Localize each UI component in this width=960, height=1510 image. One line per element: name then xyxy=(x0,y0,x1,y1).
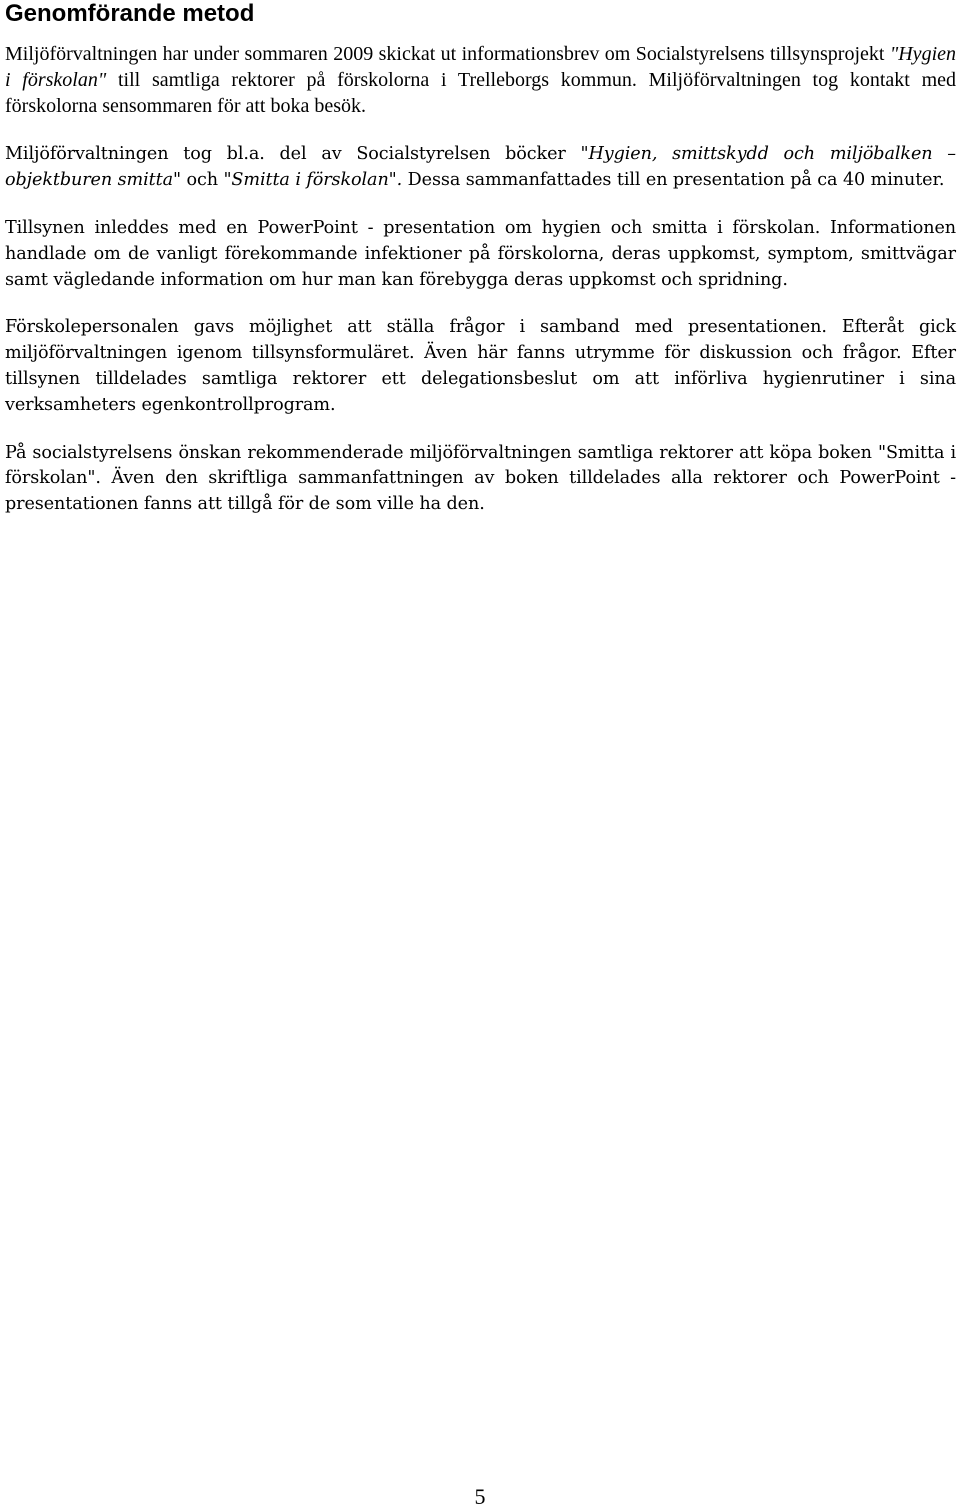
page-number: 5 xyxy=(474,1484,486,1509)
paragraph-intro-text-c: till samtliga rektorer på förskolorna i Trelleborgs kommun. Miljöförvaltningen tog kontakt med förskolorna sensommaren för att boka besök. xyxy=(5,68,956,117)
section-heading: Genomförande metod xyxy=(5,0,255,27)
paragraph-intro xyxy=(5,42,956,119)
paragraph-sources-text-c: och xyxy=(180,170,224,191)
paragraph-questions: Förskolepersonalen gavs möjlighet att ställa frågor i samband med presentationen. Efteråt gick miljöförvaltningen igenom tillsynsformuläret. Även här fanns utrymme för diskussion och frågor. Efter tillsynen tilldelades samtliga rektorer ett delegationsbeslut om att införliva hygienrutiner i sina verksamheters egenkontrollprogram. xyxy=(5,317,956,415)
paragraph-intro-text-a: Miljöförvaltningen har under sommaren 2009 skickat ut informationsbrev om Socialstyrelsens tillsynsprojekt xyxy=(5,43,890,65)
paragraph-sources xyxy=(5,142,956,194)
paragraph-sources-text-e: Dessa sammanfattades till en presentation på ca 40 minuter. xyxy=(402,170,945,191)
paragraph-intro-title: "Hygien i förskolan" xyxy=(5,43,956,91)
paragraph-recommendation: På socialstyrelsens önskan rekommenderade miljöförvaltningen samtliga rektorer att köpa boken "Smitta i förskolan". Även den skriftliga sammanfattningen av boken tilldelades alla rektorer och PowerPoint - presentationen fanns att tillgå för de som ville ha den. xyxy=(5,442,956,515)
paragraph-sources-book-2: "Smitta i förskolan". xyxy=(223,170,403,191)
document-page xyxy=(5,0,956,518)
paragraph-sources-text-a: Miljöförvaltningen tog bl.a. del av Socialstyrelsen böcker xyxy=(5,144,581,165)
paragraph-presentation: Tillsynen inleddes med en PowerPoint - presentation om hygien och smitta i förskolan. Informationen handlade om de vanligt förekommande infektioner på förskolorna, deras uppkomst, symptom, smittvägar samt vägledande information om hur man kan förebygga deras uppkomst och spridning. xyxy=(5,217,956,290)
paragraph-sources-book-1: "Hygien, smittskydd och miljöbalken – objektburen smitta" xyxy=(5,144,956,191)
